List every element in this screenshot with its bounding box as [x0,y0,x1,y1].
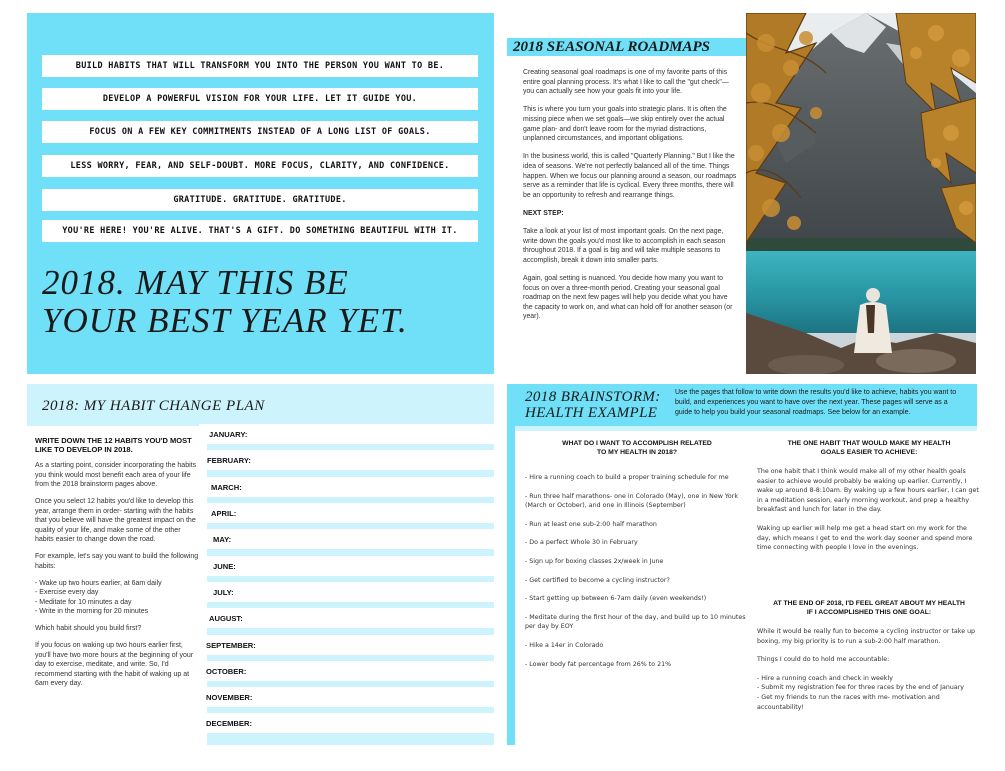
brainstorm-left-band [507,384,515,745]
habit-plan-heading: WRITE DOWN THE 12 HABITS YOU'D MOST LIKE TO DEVELOP IN 2018. [35,436,192,454]
year-headline-line-1: 2018. MAY THIS BE [42,263,349,302]
list-item: - Meditate during the first hour of the day, and build up to 10 minutes per day by EOY [525,613,746,631]
roadmaps-body [523,68,738,331]
habit-plan-paragraph: For example, let's say you want to build the following habits: [35,553,199,570]
list-item: - Get my friends to run the races with me- motivation and accountability! [757,693,940,711]
one-goal-card-title: AT THE END OF 2018, I'D FEEL GREAT ABOUT MY HEALTH IF I ACCOMPLISHED THIS ONE GOAL: [773,600,965,616]
list-item: - Write in the morning for 20 minutes [35,608,149,615]
accountability-list [757,674,981,712]
brainstorm-intro: Use the pages that follow to write down the results you'd like to achieve, habits you want to build, and experiences you want to have over the next year. These pages will serve as a guide to help you build your seasonal roadmaps. See below for an example. [675,389,957,416]
roadmaps-paragraph: Again, goal setting is nuanced. You decide how many you want to focus on over a three-month period. Creating your seasonal goal roadmap on the next few pages will help you decide what you have the capacity to work on, and what can hold off for another season (or year). [523,275,733,321]
one-habit-paragraph: The one habit that I think would make all of my other health goals easier to achieve would probably be waking up earlier. Currently, I wake up around 8-8:10am. By waking up a few hours earlier, I can get in a meditation session, early morning workout, and prep a healthy breakfast and lunch for later in the day. [757,468,979,514]
month-row-may[interactable]: MAY: [199,529,502,549]
habit-plan-instructions [27,426,207,757]
intention-box-2: DEVELOP A POWERFUL VISION FOR YOUR LIFE. LET IT GUIDE YOU. [42,88,478,110]
month-row-january[interactable]: JANUARY: [199,424,498,444]
one-goal-body [757,627,981,712]
mountain-lake-illustration [746,13,976,374]
accomplish-list [525,473,749,669]
month-row-june[interactable]: JUNE: [199,556,502,576]
habit-plan-paragraph: If you focus on waking up two hours earlier first, you'll have two more hours at the beginning of your day to exercise, meditate, and write. So, I'd recommend starting with the habit of waking up at 6am every day. [35,642,194,687]
accomplish-card-title: WHAT DO I WANT TO ACCOMPLISH RELATED TO MY HEALTH IN 2018? [562,440,712,456]
month-row-september[interactable]: SEPTEMBER: [199,635,495,655]
habit-plan-paragraph: Once you select 12 habits you'd like to develop this year, arrange them in order- starting with the habits that you believe will have the greatest impact on the quality of your life, and make some of the other habits easier to change down the road. [35,498,196,543]
one-goal-card [747,591,991,759]
month-row-december[interactable]: DECEMBER: [199,713,495,733]
intention-box-3: FOCUS ON A FEW KEY COMMITMENTS INSTEAD OF A LONG LIST OF GOALS. [42,121,478,143]
habit-plan-title: 2018: MY HABIT CHANGE PLAN [42,398,265,414]
one-habit-card [747,431,991,599]
roadmaps-paragraph: This is where you turn your goals into strategic plans. It is often the missing piece when we set goals—we skip entirely over the actual game plan- and don't leave room for the myriad distractions, unplanned circumstances, and important obligations. [523,106,727,143]
list-item: - Sign up for boxing classes 2x/week in June [525,557,664,565]
month-row-march[interactable]: MARCH: [199,477,500,497]
intention-box-5: GRATITUDE. GRATITUDE. GRATITUDE. [42,189,478,211]
roadmaps-title: 2018 SEASONAL ROADMAPS [507,38,769,56]
list-item: - Run three half marathons- one in Colorado (May), one in New York (March or October), and one in Illinois (September) [525,492,738,510]
month-row-february[interactable]: FEBRUARY: [199,450,496,470]
mountain-lake-photo [746,13,976,374]
month-row-october[interactable]: OCTOBER: [199,661,495,681]
roadmaps-paragraph: In the business world, this is called "Quarterly Planning." But I like the idea of seasons. We're not perfectly balanced all of the time. Things happen. When we focus our planning around a season, our roadmaps serve as a reminder that life is cyclical. Every three months, there will be an opportunity to refresh and rearrange things. [523,153,737,199]
list-item: - Hike a 14er in Colorado [525,641,604,649]
brainstorm-title-line-1: 2018 BRAINSTORM: [525,389,661,405]
list-item: - Hire a running coach to build a proper training schedule for me [525,474,729,481]
month-row-april[interactable]: APRIL: [199,503,500,523]
habit-example-list [35,579,199,617]
list-item: - Wake up two hours earlier, at 6am daily [35,579,162,587]
one-habit-paragraph: Waking up earlier will help me get a head start on my work for the day, which means I get to end the work day sooner and spend more time connecting with people I love in the evenings. [757,524,973,552]
list-item: - Meditate for 10 minutes a day [35,598,132,606]
intention-box-4: LESS WORRY, FEAR, AND SELF-DOUBT. MORE FOCUS, CLARITY, AND CONFIDENCE. [42,155,478,177]
habit-plan-paragraph: As a starting point, consider incorporating the habits you think would most benefit each area of your life from the 2018 brainstorm pages above. [35,462,197,488]
list-item: - Exercise every day [35,589,99,596]
year-headline-line-2: YOUR BEST YEAR YET. [42,301,408,340]
brainstorm-title-line-2: HEALTH EXAMPLE [525,405,658,421]
year-headline [42,264,482,340]
month-row-november[interactable]: NOVEMBER: [199,687,495,707]
month-row-july[interactable]: JULY: [199,582,502,602]
one-habit-body [757,467,981,553]
brainstorm-title [525,389,675,421]
next-step-label: NEXT STEP: [523,209,564,217]
list-item: - Do a perfect Whole 30 in February [525,539,638,547]
intention-box-6: YOU'RE HERE! YOU'RE ALIVE. THAT'S A GIFT. DO SOMETHING BEAUTIFUL WITH IT. [42,220,478,242]
list-item: - Start getting up between 6-7am daily (even weekends!) [525,595,707,603]
one-habit-card-title: THE ONE HABIT THAT WOULD MAKE MY HEALTH GOALS EASIER TO ACHIEVE: [787,440,951,456]
roadmaps-paragraph: Creating seasonal goal roadmaps is one of my favorite parts of this entire goal planning process. It's what I like to call the "gut check"—you can actually see how your goals fit into your life. [523,69,729,96]
list-item: - Submit my registration fee for three races by the end of January [757,684,965,692]
intention-box-1: BUILD HABITS THAT WILL TRANSFORM YOU INTO THE PERSON YOU WANT TO BE. [42,55,478,77]
roadmaps-paragraph: Take a look at your list of most important goals. On the next page, write down the goals you'd most like to accomplish in each season throughout 2018. If a goal is big and will take multiple seasons to accomplish, break it down into smaller parts. [523,228,726,264]
list-item: - Hire a running coach and check in weekly [757,674,893,682]
list-item: - Run at least one sub-2:00 half marathon [525,520,657,528]
list-item: - Get certified to become a cycling instructor? [525,576,670,584]
habit-plan-paragraph: Which habit should you build first? [35,625,142,632]
accomplish-card [515,431,759,759]
list-item: - Lower body fat percentage from 26% to 21% [525,660,672,668]
month-row-august[interactable]: AUGUST: [199,608,498,628]
one-goal-paragraph: While it would be really fun to become a cycling instructor or take up boxing, my big priority is to run a sub-2:00 half marathon. [757,628,976,645]
one-goal-paragraph: Things I could do to hold me accountable: [757,656,890,664]
